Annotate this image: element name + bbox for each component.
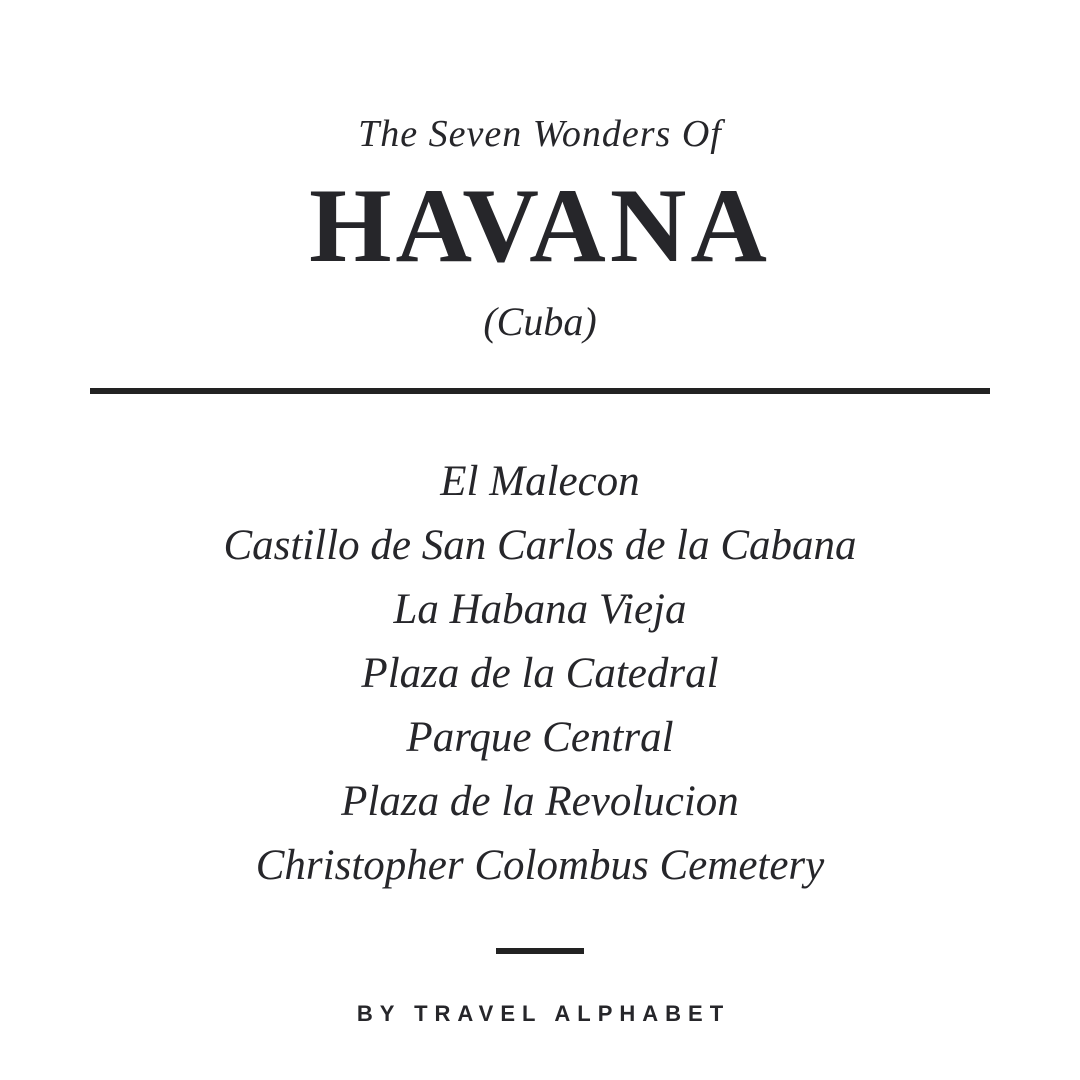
poster-subtitle: The Seven Wonders Of [358, 113, 722, 155]
footer-divider-line [496, 948, 584, 954]
wonder-item: Plaza de la Catedral [361, 650, 719, 698]
wonders-list [223, 450, 856, 898]
wonder-item: Plaza de la Revolucion [341, 778, 739, 826]
main-divider-line [90, 388, 990, 394]
credit-label: BY TRAVEL ALPHABET [356, 1001, 731, 1027]
poster-title: HAVANA [309, 166, 771, 284]
wonder-item: Castillo de San Carlos de la Cabana [223, 522, 857, 570]
wonder-item: La Habana Vieja [393, 586, 687, 634]
wonder-item: El Malecon [440, 458, 640, 506]
wonder-item: Christopher Colombus Cemetery [255, 842, 825, 890]
poster-country-label: (Cuba) [483, 299, 597, 345]
wonder-item: Parque Central [406, 714, 674, 762]
